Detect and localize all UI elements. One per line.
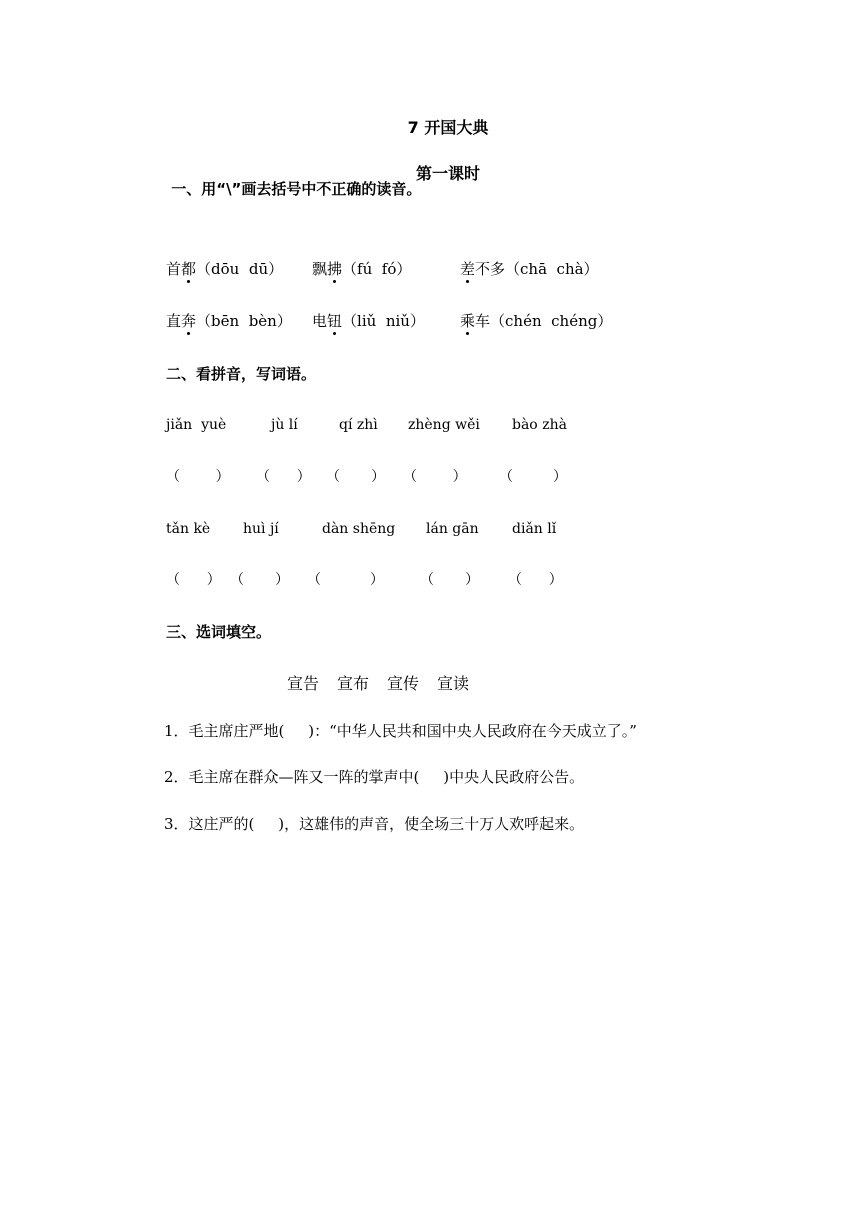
pinyin-item: huì jí [243, 521, 279, 537]
section-2-heading: 二、看拼音，写词语。 [166, 365, 317, 383]
answer-blank[interactable]: （ ） [256, 469, 311, 485]
answer-blank[interactable]: （ ） [230, 572, 290, 588]
answer-blank[interactable]: （ ） [420, 572, 480, 588]
answer-blank[interactable]: （ ） [326, 469, 386, 485]
word-bank-item: 宣读 [437, 674, 470, 693]
reading-item: 直奔（bēn bèn） [166, 312, 292, 330]
section-1-heading: 一、用“\”画去括号中不正确的读音。 [166, 180, 422, 198]
section-3-heading: 三、选词填空。 [166, 623, 272, 641]
page-title: 7 开国大典 [407, 118, 489, 137]
reading-item: 飘拂（fú fó） [312, 260, 412, 278]
answer-blank[interactable]: （ ） [403, 469, 467, 485]
word-bank-item: 宣传 [387, 674, 420, 693]
pinyin-item: qí zhì [339, 417, 378, 433]
pinyin-item: bào zhà [512, 417, 567, 433]
word-bank-item: 宣告 [287, 674, 320, 693]
reading-item: 乘车（chén chéng） [460, 312, 613, 330]
answer-blank[interactable]: （ ） [166, 572, 221, 588]
pinyin-item: tǎn kè [166, 521, 211, 537]
pinyin-item: diǎn lǐ [512, 521, 557, 537]
lesson-subtitle: 第一课时 [415, 164, 480, 183]
answer-blank[interactable]: （ ） [499, 469, 568, 485]
reading-item: 差不多（chā chà） [460, 260, 599, 278]
word-bank [287, 674, 469, 694]
answer-blank[interactable]: （ ） [508, 572, 563, 588]
fill-sentence-2: 2．毛主席在群众—阵又一阵的掌声中( )中央人民政府公告。 [164, 768, 585, 786]
fill-sentence-3: 3．这庄严的( )，这雄伟的声音，使全场三十万人欢呼起来。 [164, 815, 585, 833]
pinyin-item: dàn shēng [322, 521, 396, 537]
pinyin-item: jiǎn yuè [166, 417, 227, 433]
fill-sentence-1: 1．毛主席庄严地( )：“中华人民共和国中央人民政府在今天成立了。” [164, 722, 637, 740]
answer-blank[interactable]: （ ） [307, 572, 384, 588]
pinyin-item: zhèng wěi [408, 417, 480, 433]
reading-item: 电钮（liǔ niǔ） [312, 312, 425, 330]
reading-item: 首都（dōu dū） [166, 260, 284, 278]
answer-blank[interactable]: （ ） [166, 469, 230, 485]
pinyin-item: jù lí [271, 417, 298, 433]
word-bank-item: 宣布 [337, 674, 370, 693]
pinyin-item: lán gān [426, 521, 479, 537]
